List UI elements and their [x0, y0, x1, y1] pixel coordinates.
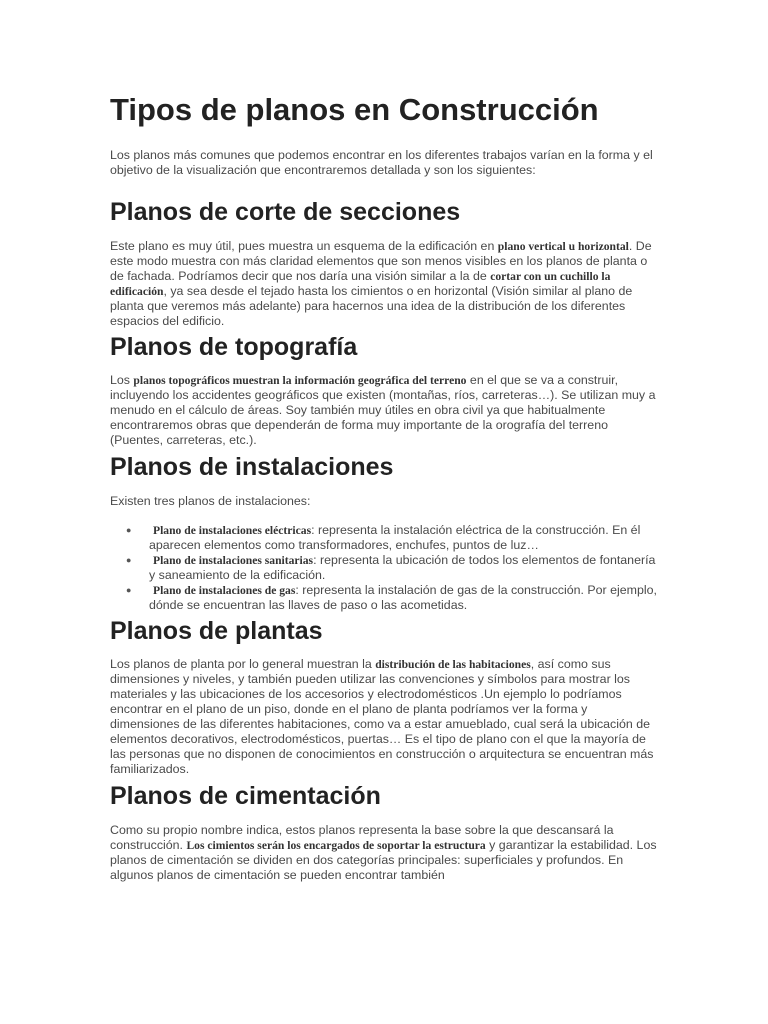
list-item-text: : representa la instalación de gas de la construcción. Por ejemplo, dónde se encuentran las llaves de paso o las acometidas.	[149, 583, 657, 612]
text-segment: y garantizar la estabilidad. Los planos de cimentación se dividen en dos categorías principales: superficiales y profundos. En algunos planos de cimentación se pueden encontrar también	[110, 838, 657, 882]
paragraph-cimentacion	[110, 823, 658, 883]
intro-paragraph: Los planos más comunes que podemos encontrar en los diferentes trabajos varían en la forma y el objetivo de la visualización que encontraremos detallada y son los siguientes:	[110, 148, 653, 177]
text-segment: en el que se va a construir, incluyendo los accidentes geográficos que existen (montañas, ríos, carreteras…). Se utilizan muy a menudo en el cálculo de áreas. Soy también muy útiles en obra civil ya que habitualmente encontraremos obras que dependerán de forma muy importante de la orografía del terreno (Puentes, carreteras, etc.).	[110, 373, 656, 447]
bullet-icon: ●	[126, 585, 132, 595]
heading-corte-secciones: Planos de corte de secciones	[110, 198, 461, 226]
bullet-icon: ●	[126, 555, 132, 565]
text-segment: Este plano es muy útil, pues muestra un esquema de la edificación en	[110, 239, 498, 253]
bold-phrase: Plano de instalaciones eléctricas	[153, 524, 312, 537]
heading-cimentacion: Planos de cimentación	[110, 782, 381, 810]
text-segment: Como su propio nombre indica, estos planos representa la base sobre la que descansará la construcción.	[110, 823, 614, 852]
bold-phrase: Plano de instalaciones de gas	[153, 584, 296, 597]
heading-instalaciones: Planos de instalaciones	[110, 453, 394, 481]
bold-phrase: planos topográficos muestran la información geográfica del terreno	[133, 374, 467, 387]
list-item	[110, 553, 658, 583]
heading-plantas: Planos de plantas	[110, 617, 323, 645]
list-item	[110, 523, 658, 553]
list-item-text: : representa la instalación eléctrica de la construcción. En él aparecen elementos como transformadores, enchufes, puntos de luz…	[149, 523, 641, 552]
paragraph-instalaciones-intro: Existen tres planos de instalaciones:	[110, 494, 311, 508]
paragraph-plantas	[110, 657, 658, 777]
list-item-text: : representa la ubicación de todos los elementos de fontanería y saneamiento de la edificación.	[149, 553, 656, 582]
heading-topografia: Planos de topografía	[110, 333, 358, 361]
document-body	[110, 88, 658, 883]
bullet-icon: ●	[126, 525, 132, 535]
page-title: Tipos de planos en Construcción	[110, 92, 599, 127]
bold-phrase: plano vertical u horizontal	[497, 240, 629, 253]
text-segment: . De este modo muestra con más claridad elementos que son menos visibles en los planos de planta o de fachada. Podríamos decir que nos daría una visión similar a la de	[110, 239, 652, 283]
instalaciones-list-wrapper	[110, 523, 658, 613]
list-item	[110, 583, 658, 613]
text-segment: Los planos de planta por lo general muestran la	[110, 657, 376, 671]
text-segment: Los	[110, 373, 134, 387]
paragraph-corte-secciones	[110, 239, 658, 329]
instalaciones-list	[110, 523, 658, 613]
bold-phrase: cortar con un cuchillo la edificación	[110, 270, 611, 298]
bold-phrase: Plano de instalaciones sanitarias	[153, 554, 314, 567]
text-segment: , así como sus dimensiones y niveles, y también pueden utilizar las convenciones y símbolos para mostrar los materiales y las ubicaciones de los accesorios y electrodomésticos .Un ejemplo lo podríamos encontrar en el plano de un piso, donde en el plano de planta podríamos ver la forma y dimensiones de las diferentes habitaciones, como va a estar amueblado, cual será la ubicación de elementos decorativos, electrodomésticos, puertas… Es el tipo de plano con el que la mayoría de las personas que no disponen de conocimientos en construcción o arquitectura se encuentran más familiarizados.	[110, 657, 654, 776]
bold-phrase: Los cimientos serán los encargados de soportar la estructura	[186, 839, 486, 852]
text-segment: , ya sea desde el tejado hasta los cimientos o en horizontal (Visión similar al plano de planta que veremos más adelante) para hacernos una idea de la distribución de los diferentes espacios del edificio.	[110, 284, 633, 328]
paragraph-topografia	[110, 373, 658, 448]
bold-phrase: distribución de las habitaciones	[375, 658, 531, 671]
